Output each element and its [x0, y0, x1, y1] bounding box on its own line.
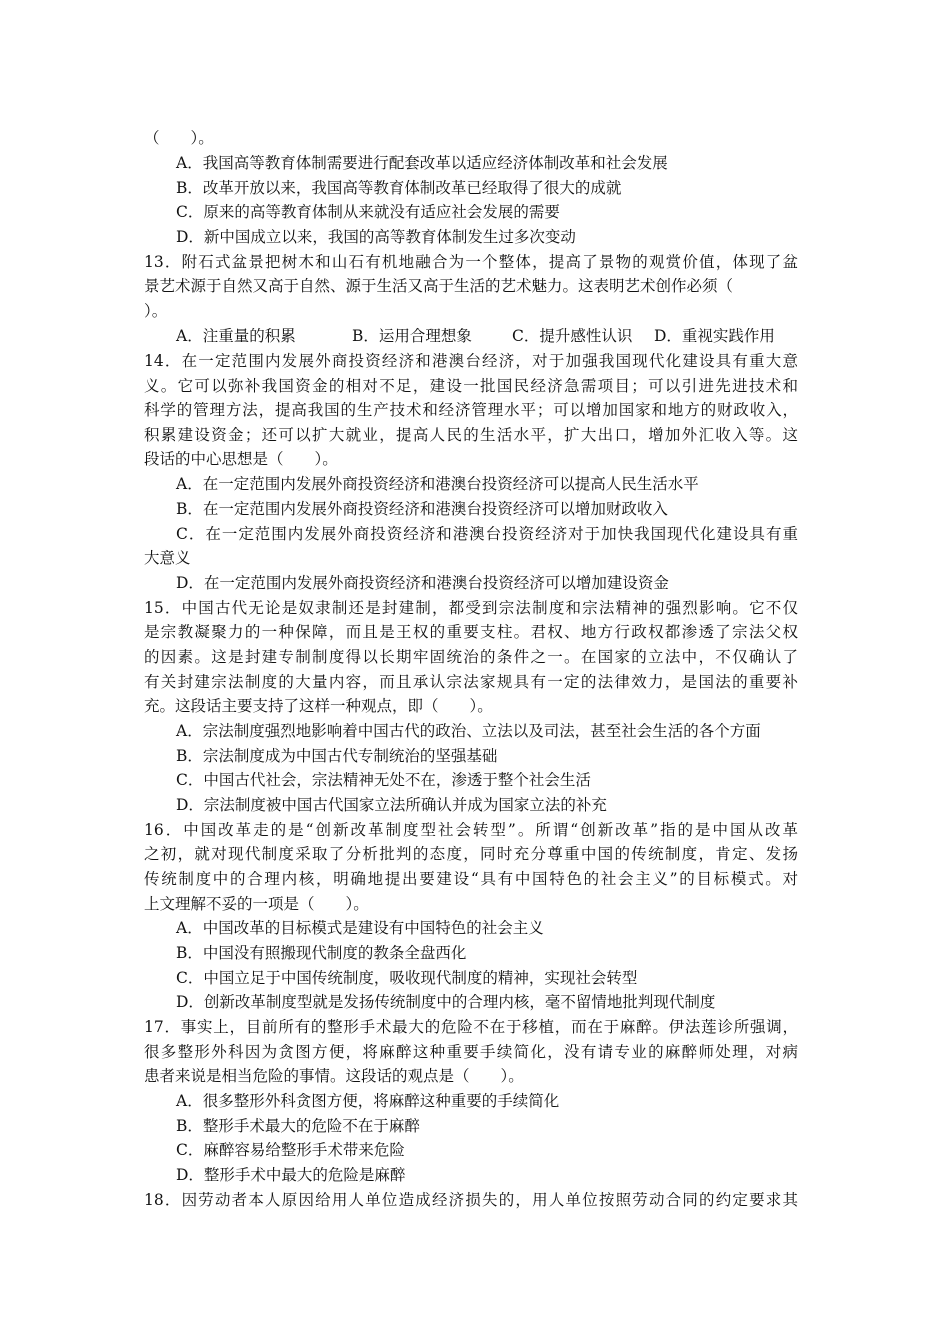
q17-stem-line: 患者来说是相当危险的事情。这段话的观点是（ ）。 — [144, 1067, 524, 1085]
q17-option-b: B．整形手术最大的危险不在于麻醉 — [176, 1117, 420, 1135]
q13-option-c: C．提升感性认识 — [512, 327, 633, 345]
q14-option-c-cont: 大意义 — [144, 549, 191, 567]
q15-stem-line: 充。这段话主要支持了这样一种观点，即（ ）。 — [144, 697, 493, 715]
q12-option-a: A．我国高等教育体制需要进行配套改革以适应经济体制改革和社会发展 — [176, 154, 668, 172]
q14-option-a: A．在一定范围内发展外商投资经济和港澳台投资经济可以提高人民生活水平 — [176, 475, 699, 493]
q14-option-b: B．在一定范围内发展外商投资经济和港澳台投资经济可以增加财政收入 — [176, 500, 668, 518]
q13-option-d: D．重视实践作用 — [654, 327, 775, 345]
q13-stem-line: 景艺术源于自然又高于自然、源于生活又高于生活的艺术魅力。这表明艺术创作必须（ — [144, 277, 734, 295]
q17-option-a: A．很多整形外科贪图方便，将麻醉这种重要的手续简化 — [176, 1092, 560, 1110]
q14-option-d: D．在一定范围内发展外商投资经济和港澳台投资经济可以增加建设资金 — [176, 574, 669, 592]
q17-option-c: C．麻醉容易给整形手术带来危险 — [176, 1141, 405, 1159]
q15-option-b: B．宗法制度成为中国古代专制统治的坚强基础 — [176, 747, 498, 765]
q15-stem-line: 的因素。这是封建专制制度得以长期牢固统治的条件之一。在国家的立法中，不仅确认了 — [144, 648, 798, 666]
q13-option-b: B．运用合理想象 — [352, 327, 472, 345]
q12-stem-end: （ ）。 — [144, 129, 214, 147]
q16-option-a: A．中国改革的目标模式是建设有中国特色的社会主义 — [176, 919, 544, 937]
q15-option-a: A．宗法制度强烈地影响着中国古代的政治、立法以及司法，甚至社会生活的各个方面 — [176, 722, 761, 740]
q13-option-a: A．注重量的积累 — [176, 327, 296, 345]
q17-stem-line: 17．事实上，目前所有的整形手术最大的危险不在于移植，而在于麻醉。伊法莲诊所强调， — [144, 1018, 798, 1036]
q16-stem-line: 上文理解不妥的一项是（ ）。 — [144, 895, 369, 913]
q15-stem-line: 有关封建宗法制度的大量内容，而且承认宗法家规具有一定的法律效力，是国法的重要补 — [144, 673, 798, 691]
q16-stem-line: 之初，就对现代制度采取了分析批判的态度，同时充分尊重中国的传统制度，肯定、发扬 — [144, 845, 798, 863]
q15-option-d: D．宗法制度被中国古代国家立法所确认并成为国家立法的补充 — [176, 796, 607, 814]
q16-option-b: B．中国没有照搬现代制度的教条全盘西化 — [176, 944, 467, 962]
q14-stem-line: 义。它可以弥补我国资金的相对不足，建设一批国民经济急需项目；可以引进先进技术和 — [144, 377, 798, 395]
q14-option-c: C．在一定范围内发展外商投资经济和港澳台投资经济对于加快我国现代化建设具有重 — [176, 525, 798, 543]
q14-stem-line: 科学的管理方法，提高我国的生产技术和经济管理水平；可以增加国家和地方的财政收入， — [144, 401, 798, 419]
q12-option-d: D．新中国成立以来，我国的高等教育体制发生过多次变动 — [176, 228, 576, 246]
q14-stem-line: 积累建设资金；还可以扩大就业，提高人民的生活水平，扩大出口，增加外汇收入等。这 — [144, 426, 798, 444]
q18-stem-line: 18．因劳动者本人原因给用人单位造成经济损失的，用人单位按照劳动合同的约定要求其 — [144, 1191, 798, 1209]
q12-option-b: B．改革开放以来，我国高等教育体制改革已经取得了很大的成就 — [176, 179, 622, 197]
q15-stem-line: 15．中国古代无论是奴隶制还是封建制，都受到宗法制度和宗法精神的强烈影响。它不仅 — [144, 599, 798, 617]
q15-option-c: C．中国古代社会，宗法精神无处不在，渗透于整个社会生活 — [176, 771, 591, 789]
q13-stem-line: ）。 — [144, 302, 168, 320]
q16-option-c: C．中国立足于中国传统制度，吸收现代制度的精神，实现社会转型 — [176, 969, 638, 987]
q16-stem-line: 传统制度中的合理内核，明确地提出要建设“具有中国特色的社会主义”的目标模式。对 — [144, 870, 798, 888]
q16-stem-line: 16．中国改革走的是“创新改革制度型社会转型”。所谓“创新改革”指的是中国从改革 — [144, 821, 798, 839]
q12-option-c: C．原来的高等教育体制从来就没有适应社会发展的需要 — [176, 203, 560, 221]
q17-stem-line: 很多整形外科因为贪图方便，将麻醉这种重要手续简化，没有请专业的麻醉师处理，对病 — [144, 1043, 798, 1061]
q14-stem-line: 14．在一定范围内发展外商投资经济和港澳台经济，对于加强我国现代化建设具有重大意 — [144, 352, 798, 370]
q17-option-d: D．整形手术中最大的危险是麻醉 — [176, 1166, 406, 1184]
q16-option-d: D．创新改革制度型就是发扬传统制度中的合理内核，毫不留情地批判现代制度 — [176, 993, 716, 1011]
q13-options-row — [176, 324, 775, 348]
q13-stem-line: 13．附石式盆景把树木和山石有机地融合为一个整体，提高了景物的观赏价值，体现了盆 — [144, 253, 798, 271]
q14-stem-line: 段话的中心思想是（ ）。 — [144, 450, 338, 468]
q15-stem-line: 是宗教凝聚力的一种保障，而且是王权的重要支柱。君权、地方行政权都渗透了宗法父权 — [144, 623, 798, 641]
